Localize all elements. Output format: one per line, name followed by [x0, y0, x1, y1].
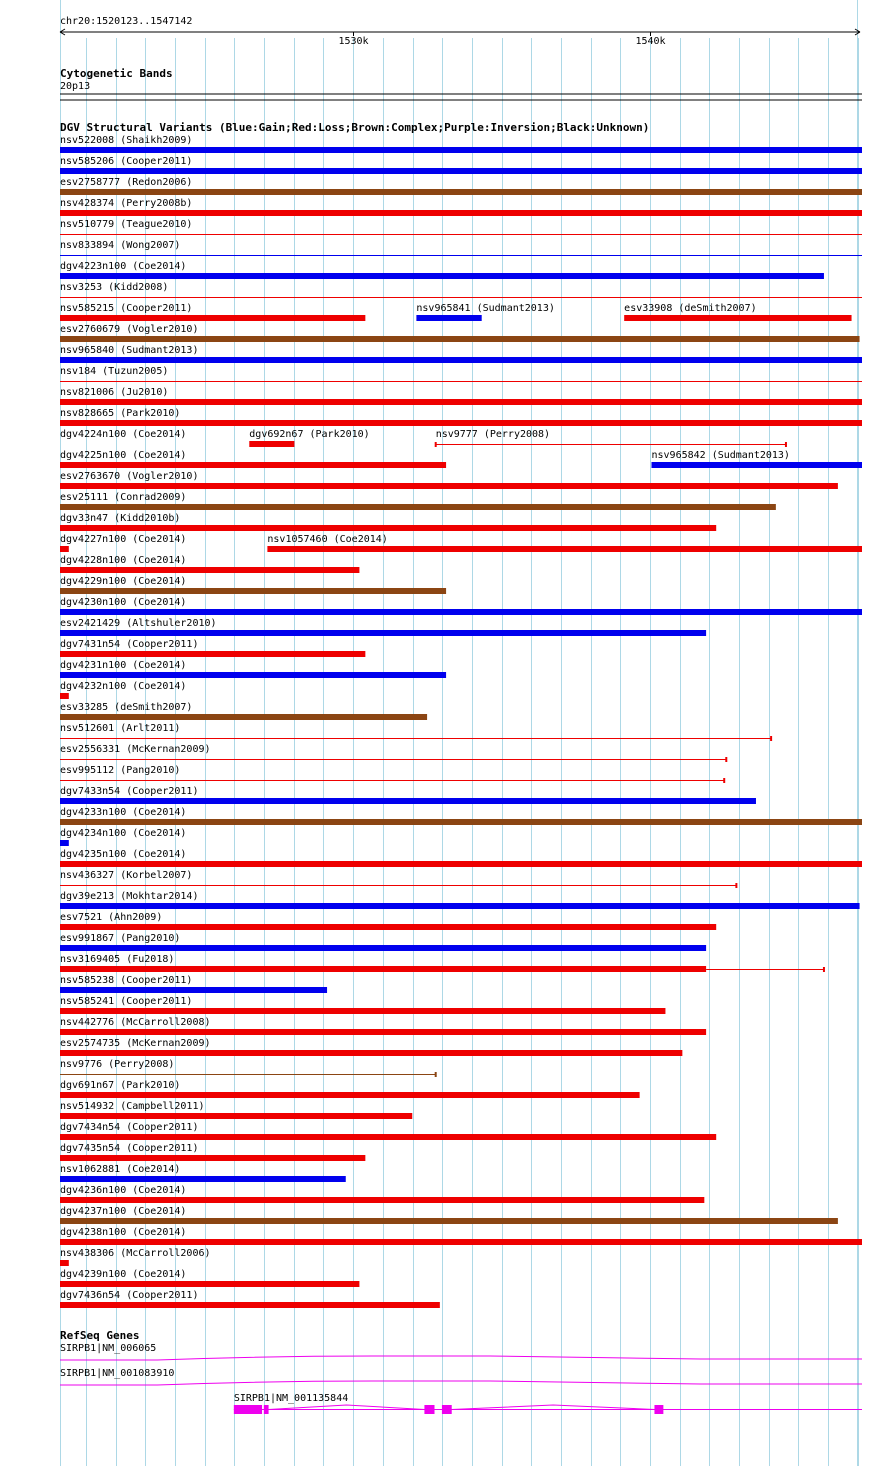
- variant-bar[interactable]: [60, 1134, 716, 1140]
- variant-label[interactable]: nsv442776 (McCarroll2008): [60, 1017, 211, 1028]
- variant-label[interactable]: nsv965842 (Sudmant2013): [651, 450, 790, 461]
- variant-label[interactable]: nsv821006 (Ju2010): [60, 387, 169, 398]
- variant-bar[interactable]: [60, 1281, 359, 1287]
- variant-bar[interactable]: [60, 1029, 706, 1035]
- variant-bar[interactable]: [60, 336, 860, 342]
- variant-bar[interactable]: [60, 315, 365, 321]
- variant-label[interactable]: esv2556331 (McKernan2009): [60, 744, 211, 755]
- variant-bar[interactable]: [60, 714, 427, 720]
- variant-bar[interactable]: [60, 525, 716, 531]
- cytoband-track: [60, 67, 862, 100]
- variant-label[interactable]: dgv4229n100 (Coe2014): [60, 576, 187, 587]
- region-label: chr20:1520123..1547142: [60, 16, 193, 27]
- variant-bar[interactable]: [624, 315, 851, 321]
- variant-label[interactable]: esv25111 (Conrad2009): [60, 492, 187, 503]
- gene-label[interactable]: SIRPB1|NM_001135844: [233, 1393, 349, 1404]
- variant-label[interactable]: dgv4237n100 (Coe2014): [60, 1206, 187, 1217]
- gene-exon[interactable]: [264, 1405, 269, 1414]
- variant-label[interactable]: dgv4238n100 (Coe2014): [60, 1227, 187, 1238]
- variant-label[interactable]: nsv436327 (Korbel2007): [60, 870, 193, 881]
- gene-exon[interactable]: [234, 1405, 262, 1414]
- variant-label[interactable]: esv2421429 (Altshuler2010): [60, 618, 217, 629]
- variant-bar[interactable]: [60, 672, 446, 678]
- variant-bar[interactable]: [60, 1008, 665, 1014]
- variant-bar[interactable]: [416, 315, 481, 321]
- variant-label[interactable]: nsv1062881 (Coe2014): [60, 1164, 181, 1175]
- variant-bar[interactable]: [60, 1176, 346, 1182]
- variant-label[interactable]: dgv4230n100 (Coe2014): [60, 597, 187, 608]
- ruler-tick-label: 1540k: [635, 36, 666, 47]
- variant-bar[interactable]: [60, 420, 862, 426]
- variant-bar[interactable]: [60, 861, 862, 867]
- variant-label[interactable]: nsv438306 (McCarroll2006): [60, 1248, 211, 1259]
- variant-label[interactable]: nsv965840 (Sudmant2013): [60, 345, 199, 356]
- variant-label[interactable]: dgv692n67 (Park2010): [249, 429, 370, 440]
- variant-bar[interactable]: [60, 1302, 440, 1308]
- variant-label[interactable]: dgv4232n100 (Coe2014): [60, 681, 187, 692]
- variant-bar[interactable]: [60, 840, 69, 846]
- ruler-tick-label: 1530k: [338, 36, 369, 47]
- variant-bar[interactable]: [60, 147, 862, 153]
- variant-bar[interactable]: [60, 903, 860, 909]
- variant-label[interactable]: dgv4225n100 (Coe2014): [60, 450, 187, 461]
- variant-bar[interactable]: [60, 819, 862, 825]
- variant-label[interactable]: esv33285 (deSmith2007): [60, 702, 193, 713]
- variant-label[interactable]: dgv33n47 (Kidd2010b): [60, 513, 181, 524]
- variant-label[interactable]: dgv4231n100 (Coe2014): [60, 660, 187, 671]
- variant-bar[interactable]: [60, 1113, 412, 1119]
- gene-exon[interactable]: [442, 1405, 452, 1414]
- variant-label[interactable]: nsv585215 (Cooper2011): [60, 303, 193, 314]
- variant-label[interactable]: dgv7436n54 (Cooper2011): [60, 1290, 199, 1301]
- variant-label[interactable]: nsv522008 (Shaikh2009): [60, 135, 193, 146]
- variant-label[interactable]: esv2763670 (Vogler2010): [60, 471, 199, 482]
- variant-label[interactable]: dgv691n67 (Park2010): [60, 1080, 181, 1091]
- variant-label[interactable]: nsv9776 (Perry2008): [60, 1059, 175, 1070]
- variant-bar[interactable]: [60, 1260, 69, 1266]
- variant-label[interactable]: dgv4227n100 (Coe2014): [60, 534, 187, 545]
- variant-label[interactable]: esv2758777 (Redon2006): [60, 177, 193, 188]
- variant-bar[interactable]: [60, 1239, 862, 1245]
- variant-label[interactable]: esv2760679 (Vogler2010): [60, 324, 199, 335]
- variant-bar[interactable]: [249, 441, 294, 447]
- variant-bar[interactable]: [60, 987, 327, 993]
- cytoband-track-title: Cytogenetic Bands: [60, 67, 173, 80]
- variant-bar[interactable]: [60, 168, 862, 174]
- variant-bar[interactable]: [651, 462, 862, 468]
- variant-bar[interactable]: [60, 567, 359, 573]
- variant-label[interactable]: esv7521 (Ahn2009): [60, 912, 163, 923]
- variant-label[interactable]: nsv184 (Tuzun2005): [60, 366, 169, 377]
- variant-label[interactable]: nsv3253 (Kidd2008): [60, 282, 169, 293]
- variant-bar[interactable]: [60, 504, 776, 510]
- variant-label[interactable]: nsv510779 (Teague2010): [60, 219, 193, 230]
- variant-bar[interactable]: [60, 693, 69, 699]
- variant-label[interactable]: nsv585241 (Cooper2011): [60, 996, 193, 1007]
- variant-label[interactable]: nsv3169405 (Fu2018): [60, 954, 175, 965]
- cytoband-label: 20p13: [60, 81, 91, 92]
- variant-bar[interactable]: [60, 609, 862, 615]
- variant-bar[interactable]: [60, 966, 706, 972]
- variant-label[interactable]: nsv1057460 (Coe2014): [267, 534, 388, 545]
- gene-intron-chevron: [269, 1405, 425, 1410]
- variant-bar[interactable]: [60, 546, 69, 552]
- gene-exon[interactable]: [654, 1405, 663, 1414]
- variant-bar[interactable]: [60, 798, 756, 804]
- variant-bar[interactable]: [60, 189, 862, 195]
- variant-bar[interactable]: [60, 1050, 682, 1056]
- variant-label[interactable]: dgv4235n100 (Coe2014): [60, 849, 187, 860]
- variant-label[interactable]: dgv4228n100 (Coe2014): [60, 555, 187, 566]
- variant-bar[interactable]: [60, 273, 824, 279]
- gene-exon[interactable]: [424, 1405, 434, 1414]
- variant-bar[interactable]: [60, 1197, 704, 1203]
- variant-label[interactable]: esv2574735 (McKernan2009): [60, 1038, 211, 1049]
- gene-label[interactable]: SIRPB1|NM_006065: [60, 1343, 157, 1354]
- variant-bar[interactable]: [60, 588, 446, 594]
- variant-label[interactable]: esv33908 (deSmith2007): [624, 303, 757, 314]
- variant-label[interactable]: dgv7433n54 (Cooper2011): [60, 786, 199, 797]
- variant-bar[interactable]: [60, 1092, 640, 1098]
- variant-bar[interactable]: [60, 462, 446, 468]
- dgv-track: [60, 135, 862, 1308]
- variant-bar[interactable]: [60, 210, 862, 216]
- variant-label[interactable]: nsv585206 (Cooper2011): [60, 156, 193, 167]
- variant-bar[interactable]: [60, 945, 706, 951]
- variant-bar[interactable]: [60, 399, 862, 405]
- variant-bar[interactable]: [60, 630, 706, 636]
- variant-label[interactable]: dgv7431n54 (Cooper2011): [60, 639, 199, 650]
- variant-label[interactable]: nsv512601 (Arlt2011): [60, 723, 181, 734]
- gene-intron-line[interactable]: [60, 1381, 862, 1385]
- variant-label[interactable]: dgv7435n54 (Cooper2011): [60, 1143, 199, 1154]
- variant-bar[interactable]: [60, 483, 838, 489]
- variant-label[interactable]: dgv4239n100 (Coe2014): [60, 1269, 187, 1280]
- dgv-track-title: DGV Structural Variants (Blue:Gain;Red:Loss;Brown:Complex;Purple:Inversion;Black:Unknown): [60, 121, 650, 134]
- gene-label[interactable]: SIRPB1|NM_001083910: [60, 1368, 175, 1379]
- variant-bar[interactable]: [60, 651, 365, 657]
- variant-label[interactable]: dgv4223n100 (Coe2014): [60, 261, 187, 272]
- variant-label[interactable]: nsv833894 (Wong2007): [60, 240, 181, 251]
- variant-label[interactable]: nsv428374 (Perry2008b): [60, 198, 193, 209]
- variant-label[interactable]: dgv4224n100 (Coe2014): [60, 429, 187, 440]
- variant-label[interactable]: nsv514932 (Campbell2011): [60, 1101, 205, 1112]
- variant-bar[interactable]: [60, 924, 716, 930]
- gene-intron-chevron: [452, 1405, 655, 1410]
- variant-bar[interactable]: [60, 357, 862, 363]
- variant-label[interactable]: nsv828665 (Park2010): [60, 408, 181, 419]
- variant-label[interactable]: dgv7434n54 (Cooper2011): [60, 1122, 199, 1133]
- variant-label[interactable]: dgv39e213 (Mokhtar2014): [60, 891, 199, 902]
- variant-bar[interactable]: [267, 546, 862, 552]
- variant-bar[interactable]: [60, 1155, 365, 1161]
- variant-label[interactable]: nsv965841 (Sudmant2013): [416, 303, 555, 314]
- variant-label[interactable]: nsv585238 (Cooper2011): [60, 975, 193, 986]
- variant-label[interactable]: dgv4233n100 (Coe2014): [60, 807, 187, 818]
- variant-label[interactable]: esv995112 (Pang2010): [60, 765, 181, 776]
- refseq-track: [60, 1343, 862, 1414]
- variant-label[interactable]: dgv4236n100 (Coe2014): [60, 1185, 187, 1196]
- variant-bar[interactable]: [60, 1218, 838, 1224]
- gene-intron-line[interactable]: [60, 1356, 862, 1360]
- refseq-track-title: RefSeq Genes: [60, 1329, 140, 1342]
- variant-label[interactable]: dgv4234n100 (Coe2014): [60, 828, 187, 839]
- variant-label[interactable]: esv991867 (Pang2010): [60, 933, 181, 944]
- variant-label[interactable]: nsv9777 (Perry2008): [435, 429, 551, 440]
